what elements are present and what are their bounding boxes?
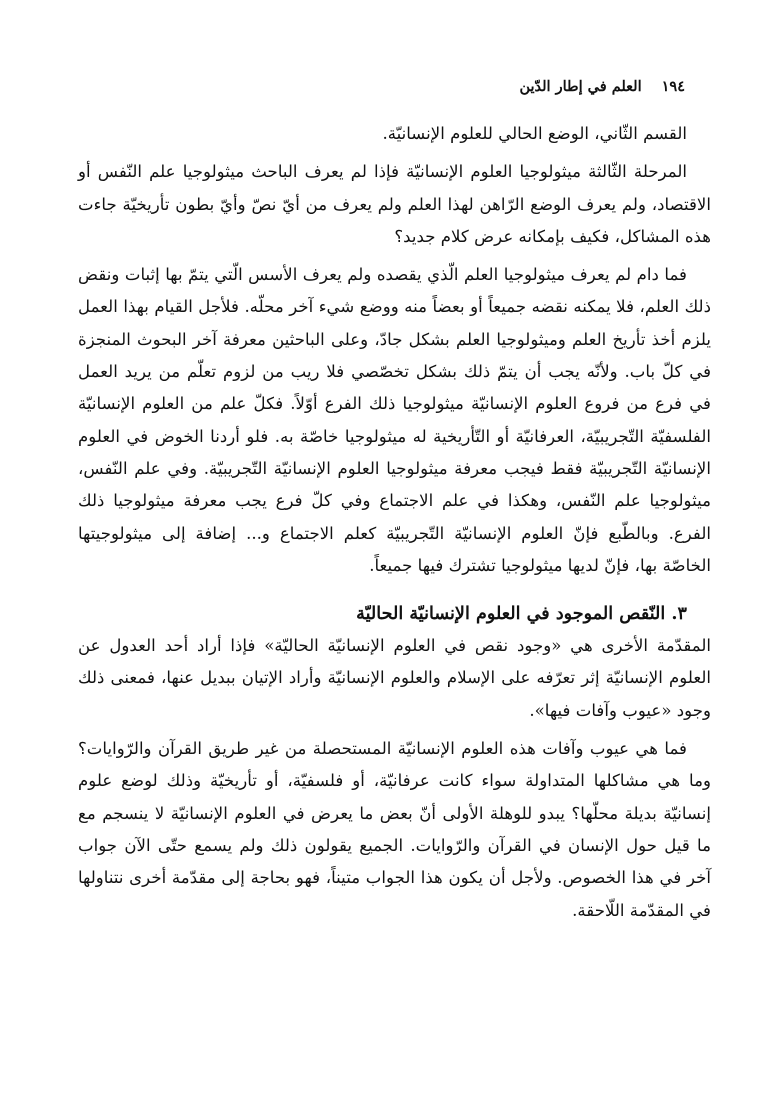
paragraph: فما هي عيوب وآفات هذه العلوم الإنسانيّة المستحصلة من غير طريق القرآن والرّوايات؟ وما هي مشاكلها المتداولة سواء كانت عرفانيّة، أو فلسفيّة، أو تأريخيّة وذلك لوضع علوم إنسانيّة بديلة محلّها؟ يبدو للوهلة الأولى أنّ بعض ما يعرض في العلوم الإنسانيّة لا ينسجم مع ما قيل حول الإنسان في القرآن والرّوايات. الجميع يقولون ذلك ولم يسمع حتّى الآن جواب آخر في هذا الخصوص. ولأجل أن يكون هذا الجواب متيناً، فهو بحاجة إلى مقدّمة أخرى نتناولها في المقدّمة اللّاحقة. <box>78 739 711 920</box>
book-page <box>78 78 711 933</box>
paragraph: القسم الثّاني، الوضع الحالي للعلوم الإنسانيّة. <box>382 124 687 143</box>
paragraph: فما دام لم يعرف ميثولوجيا العلم الّذي يقصده ولم يعرف الأسس الّتي يتمّ بها إثبات ونقض ذلك العلم، فلا يمكنه نقضه جميعاً أو بعضاً منه ووضع شيء آخر محلّه. فلأجل القيام بهذا العمل يلزم أخذ تأريخ العلم وميثولوجيا العلم بشكل جادّ، وعلى الباحثين معرفة آخر البحوث المنجزة في كلّ باب. ولأنّه يجب أن يتمّ ذلك بشكل تخصّصي فلا ريب من لزوم تعلّم من يريد العمل في فرع من فروع العلوم الإنسانيّة ميثولوجيا ذلك الفرع أوّلاً. فكلّ علم من العلوم الإنسانيّة الفلسفيّة التّجريبيّة، العرفانيّة أو التّأريخية له ميثولوجيا خاصّة به. فلو أردنا الخوض في العلوم الإنسانيّة التّجريبيّة فقط فيجب معرفة ميثولوجيا العلوم الإنسانيّة التّجريبيّة. وفي علم النّفس، ميثولوجيا علم النّفس، وهكذا في علم الاجتماع وفي كلّ فرع يجب معرفة ميثولوجيا ذلك الفرع. وبالطّبع فإنّ العلوم الإنسانيّة التّجريبيّة كعلم الاجتماع و... إضافة إلى ميثولوجيتها الخاصّة بها، فإنّ لديها ميثولوجيا تشترك فيها جميعاً. <box>78 265 711 575</box>
running-title: العلم في إطار الدّين <box>519 78 642 95</box>
section-heading: ٣. النّقص الموجود في العلوم الإنسانيّة الحاليّة <box>356 603 687 625</box>
body-text <box>78 118 711 927</box>
page-number: ١٩٤ <box>661 78 685 95</box>
paragraph: المرحلة الثّالثة ميثولوجيا العلوم الإنسانيّة فإذا لم يعرف الباحث ميثولوجيا علم النّفس أو الاقتصاد، ولم يعرف الوضع الرّاهن لهذا العلم ولم يعرف من أيّ نصّ وأيّ بطون تأريخيّة جاءت هذه المشاكل، فكيف بإمكانه عرض كلام جديد؟ <box>78 162 711 246</box>
running-header <box>78 78 711 104</box>
paragraph: المقدّمة الأخرى هي «وجود نقص في العلوم الإنسانيّة الحاليّة» فإذا أراد أحد العدول عن العلوم الإنسانيّة إثر تعرّفه على الإسلام والعلوم الإنسانيّة وأراد الإتيان ببديل عنها، فمعنى ذلك وجود «عيوب وآفات فيها». <box>78 636 711 720</box>
